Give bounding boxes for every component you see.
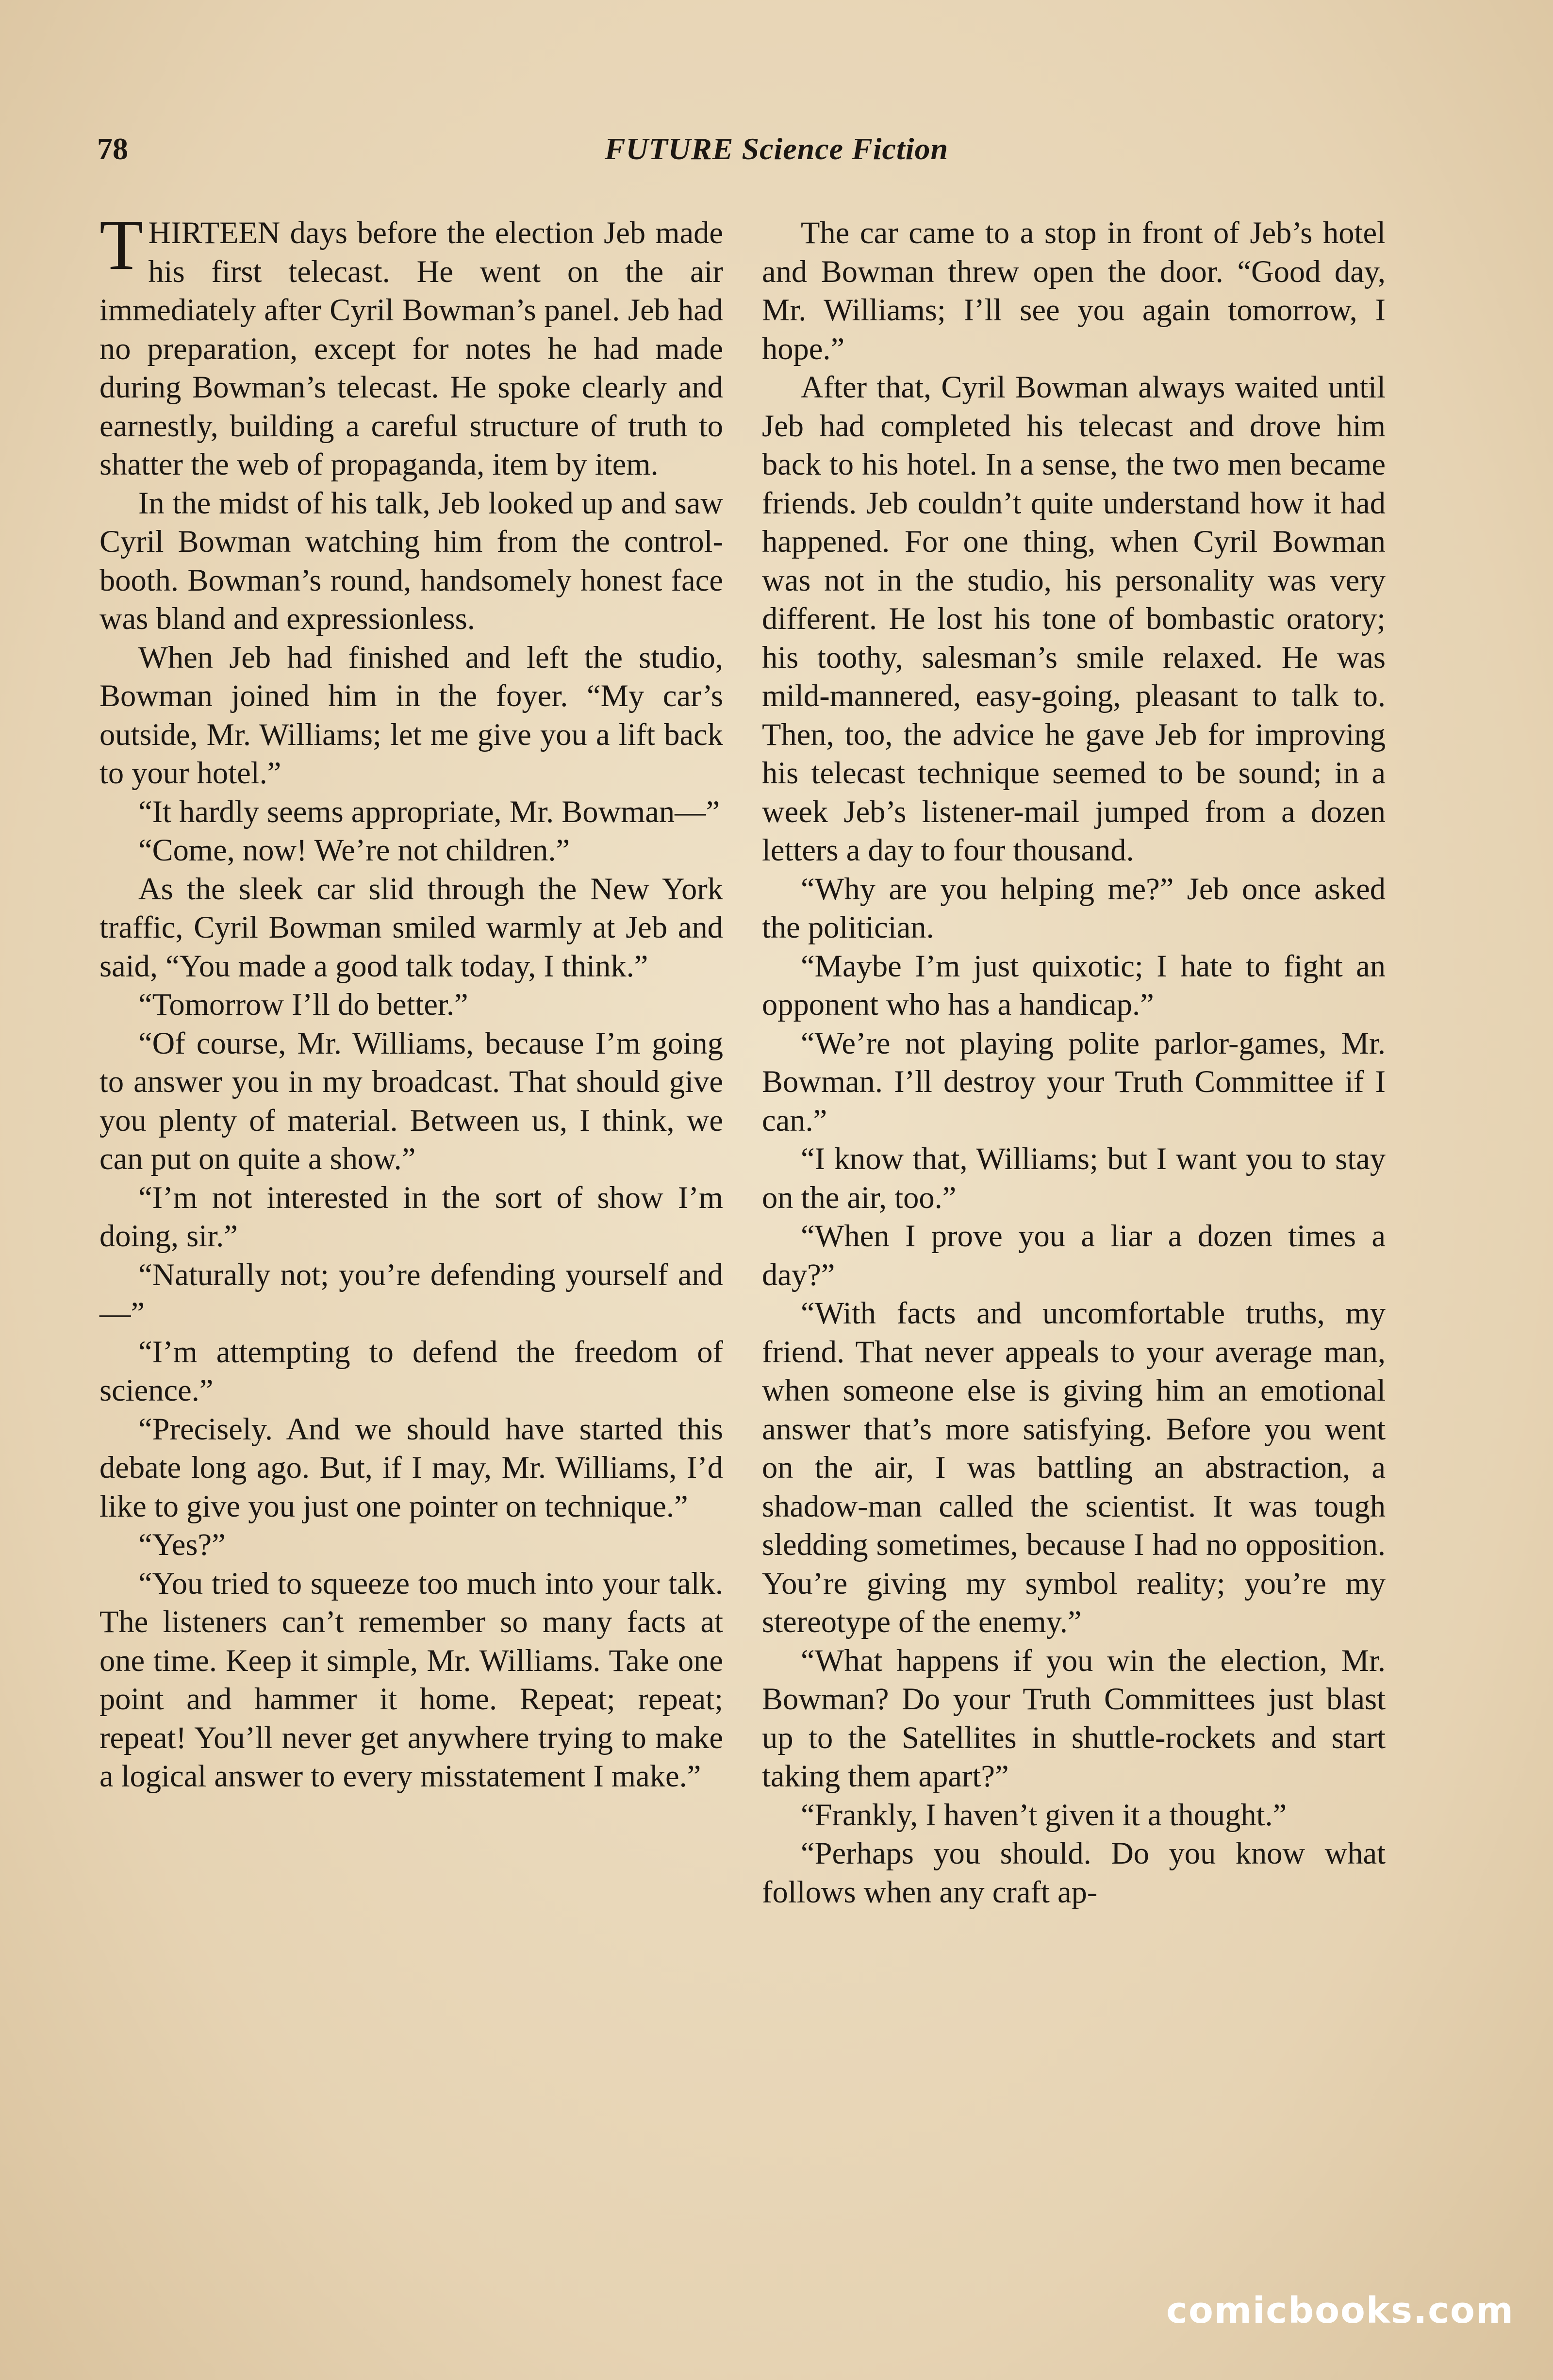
paragraph: “You tried to squeeze too much into your talk. The listeners can’t remember so many facts at one time. Keep it simple, Mr. Williams. Take one point and hammer it home. Repeat; repeat; repeat! You’ll never get anywhere trying to make a logical answer to every misstatement I make.” <box>99 1566 723 1793</box>
paragraph: “We’re not playing polite parlor-games, Mr. Bowman. I’ll destroy your Truth Committee if I can.” <box>762 1025 1386 1138</box>
watermark: comicbooks.com <box>1166 2290 1514 2331</box>
paragraph: “Come, now! We’re not children.” <box>138 833 570 867</box>
paragraph: “When I prove you a liar a dozen times a day?” <box>762 1219 1386 1292</box>
paragraph: “I’m not interested in the sort of show I’m doing, sir.” <box>99 1180 723 1253</box>
right-column <box>762 214 1386 1911</box>
paragraph: “Frankly, I haven’t given it a thought.” <box>801 1797 1287 1832</box>
running-title: FUTURE Science Fiction <box>604 132 949 166</box>
paragraph: When Jeb had finished and left the studio, Bowman joined him in the foyer. “My car’s outside, Mr. Williams; let me give you a lift back to your hotel.” <box>99 640 723 790</box>
paragraph: “I’m attempting to defend the freedom of science.” <box>99 1334 723 1407</box>
paragraph: As the sleek car slid through the New York traffic, Cyril Bowman smiled warmly at Jeb and said, “You made a good talk today, I think.” <box>99 871 723 983</box>
paragraph: “Of course, Mr. Williams, because I’m going to answer you in my broadcast. That should give you plenty of material. Between us, I think, we can put on quite a show.” <box>99 1025 723 1176</box>
paragraph-text: HIRTEEN days before the election Jeb made his first telecast. He went on the air immediately after Cyril Bowman’s panel. Jeb had no preparation, except for notes he had made during Bowman’s telecast. He spoke clearly and earnestly, building a careful structure of truth to shatter the web of propaganda, item by item. <box>99 215 723 481</box>
paragraph: “Naturally not; you’re defending yourself and—” <box>99 1257 723 1330</box>
paragraph: “Tomorrow I’ll do better.” <box>138 987 468 1022</box>
left-column <box>99 205 723 1796</box>
paragraph: The car came to a stop in front of Jeb’s hotel and Bowman threw open the door. “Good day, Mr. Williams; I’ll see you again tomorrow, I hope.” <box>762 215 1386 366</box>
paragraph: “Precisely. And we should have started this debate long ago. But, if I may, Mr. Williams, I’d like to give you just one pointer on technique.” <box>99 1411 723 1523</box>
drop-cap: T <box>99 205 144 285</box>
paragraph: “With facts and uncomfortable truths, my friend. That never appeals to your average man, when someone else is giving him an emotional answer that’s more satisfying. Before you went on the air, I was battling an abstraction, a shadow-man called the scientist. It was tough sledding sometimes, because I had no opposition. You’re giving my symbol reality; you’re my stereotype of the enemy.” <box>762 1296 1386 1639</box>
paragraph: “What happens if you win the election, Mr. Bowman? Do your Truth Committees just blast up to the Satellites in shuttle-rockets and start taking them apart?” <box>762 1643 1386 1793</box>
paragraph: “Why are you helping me?” Jeb once asked the politician. <box>762 871 1386 944</box>
page-number: 78 <box>97 132 128 166</box>
page-header <box>0 131 1553 180</box>
opening-paragraph <box>99 205 723 484</box>
paragraph: In the midst of his talk, Jeb looked up and saw Cyril Bowman watching him from the control-booth. Bowman’s round, handsomely honest face was bland and expressionless. <box>99 485 723 636</box>
paragraph: “I know that, Williams; but I want you to stay on the air, too.” <box>762 1141 1386 1215</box>
paragraph: “Maybe I’m just quixotic; I hate to fight an opponent who has a handicap.” <box>762 948 1386 1022</box>
paragraph: “Perhaps you should. Do you know what follows when any craft ap- <box>762 1836 1386 1909</box>
paragraph: After that, Cyril Bowman always waited until Jeb had completed his telecast and drove him back to his hotel. In a sense, the two men became friends. Jeb couldn’t quite understand how it had happened. For one thing, when Cyril Bowman was not in the studio, his personality was very different. He lost his tone of bombastic oratory; his toothy, salesman’s smile relaxed. He was mild-mannered, easy-going, pleasant to talk to. Then, too, the advice he gave Jeb for improving his telecast technique seemed to be sound; in a week Jeb’s listener-mail jumped from a dozen letters a day to four thousand. <box>762 370 1386 867</box>
paragraph: “Yes?” <box>138 1527 226 1562</box>
paragraph: “It hardly seems appropriate, Mr. Bowman—” <box>138 794 720 829</box>
